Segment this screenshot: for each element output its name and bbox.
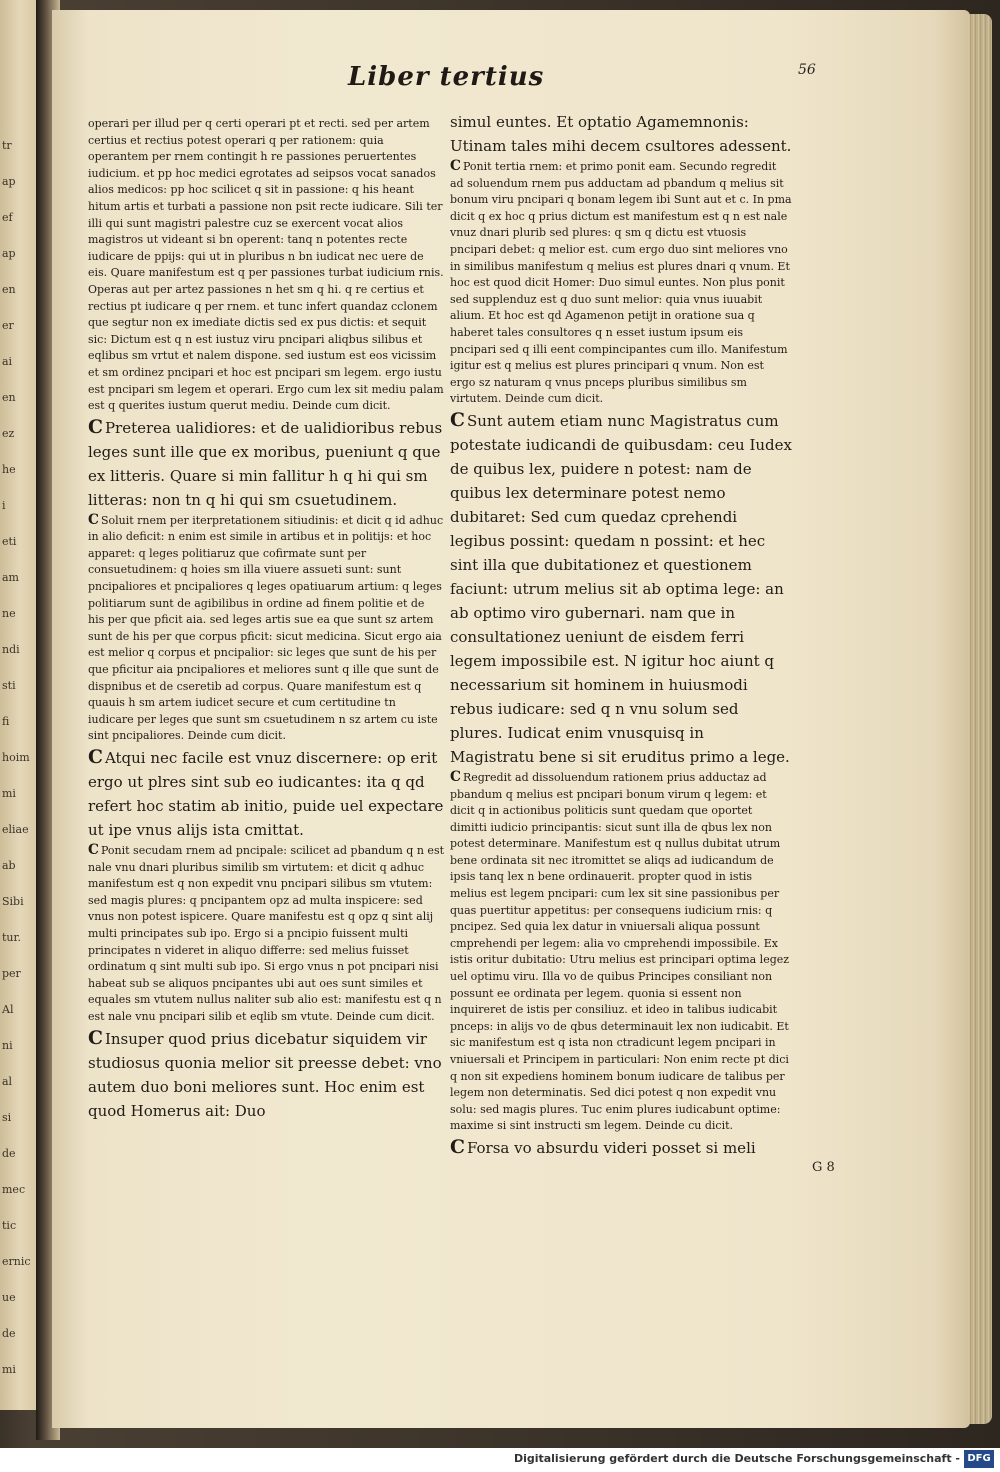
paragraph — [450, 1135, 792, 1160]
paragraph — [450, 769, 792, 1135]
paragraph-mark: C — [450, 408, 465, 431]
paragraph — [88, 512, 444, 745]
paragraph-text: Forsa vo absurdu videri posset si meli — [466, 1138, 756, 1157]
facing-page-fragment: tr — [2, 139, 12, 152]
facing-page-fragment: tic — [2, 1219, 17, 1232]
facing-page-fragment: eliae — [2, 823, 29, 836]
paragraph — [450, 408, 792, 769]
facing-page-fragment: mi — [2, 787, 16, 800]
facing-page-fragment: ni — [2, 1039, 13, 1052]
facing-page-fragment: de — [2, 1147, 16, 1160]
facing-page-fragment: hoim — [2, 751, 30, 764]
paragraph-text: Sunt autem etiam nunc Magistratus cum potestate iudicandi de quibusdam: ceu Iudex de quibus lex, puidere n potest: nam de quibus lex determinare potest nemo dubitaret: Sed cum quedaz cprehendi legibus possint: quedam n possint: et hec sint illa que dubitationez et questionem faciunt: utrum melius sit ab optima lege: an ab optimo viro gubernari. nam que in consultationez ueniunt de eisdem ferri legem impossibile est. N igitur hoc aiunt q necessarium sit hominem in huiusmodi rebus iudicare: sed q n vnu solum sed plures. Iudicat enim vnusquisq in Magistratu bene si sit eruditus primo a lege. — [450, 411, 792, 766]
facing-page-fragment: er — [2, 319, 14, 332]
facing-page-fragment: ef — [2, 211, 13, 224]
signature-mark: G 8 — [812, 1160, 835, 1175]
funding-notice: Digitalisierung gefördert durch die Deutsche Forschungsgemeinschaft - — [513, 1452, 960, 1465]
paragraph-mark: C — [450, 158, 461, 174]
facing-page-fragment: ernic — [2, 1255, 31, 1268]
paragraph — [450, 110, 792, 158]
facing-page-fragment: si — [2, 1111, 12, 1124]
paragraph-text: Preterea ualidiores: et de ualidioribus rebus leges sunt ille que ex moribus, pueniunt q que ex litteris. Quare si min fallitur h q hi qui sm litteras: non tn q hi qui sm csuetudinem. — [88, 418, 443, 509]
facing-page-fragment: ai — [2, 355, 13, 368]
facing-page-fragment: en — [2, 391, 16, 404]
facing-page-fragment: he — [2, 463, 16, 476]
paragraph-mark: C — [88, 746, 103, 768]
facing-page-fragment: ap — [2, 175, 16, 188]
paragraph-text: Atqui nec facile est vnuz discernere: op erit ergo ut plres sint sub eo iudicantes: ita q qd refert hoc statim ab initio, puide uel expectare ut ipe vnus alijs ista cmittat. — [88, 749, 444, 839]
dfg-logo-icon: DFG — [964, 1450, 994, 1468]
paragraph — [88, 842, 444, 1026]
paragraph-text: Regredit ad dissoluendum rationem prius adductaz ad pbandum q melius est pncipari bonum virum q legem: et dicit q in actionibus politicis sunt quedam que oportet dimitti iudicio principantis: sicut sunt illa de qbus lex non potest determinare. Manifestum est q nullus dubitat utrum bene ordinata sit nec itromittet se aliqs ad iudicandum de ipsis tanq lex n bene ordinauerit. propter quod in istis melius est legem pncipari: cum lex sit sine passionibus per quas puertitur appetitus: per consequens iudicium rnis: q pncipez. Sed quia lex datur in vniuersali aliqua possunt cmprehendi per legem: alia vo cmprehendi impossibile. Ex istis oritur dubitatio: Utru melius est principari optima legez uel optimu viru. Illa vo de quibus Principes consiliant non possunt ee ordinata per legem. quonia si essent non inquireret de istis per consiliuz. et ideo in talibus iudicabit pnceps: in alijs vo de qbus determinauit lex non iudicabit. Et sic manifestum est q ista non ctradicunt legem pncipari in vniuersali et Principem in particulari: Non enim recte pt dici q non sit expediens hominem bonum iudicare de talibus per legem non determinatis. Sed dici potest q non expedit vnu solu: sed magis plures. Tuc enim plures iudicabunt optime: maxime si sint instructi sm legem. Deinde cu dicit. — [450, 770, 790, 1133]
paragraph-text: Ponit tertia rnem: et primo ponit eam. Secundo regredit ad soluendum rnem pus adductam ad pbandum q melius sit bonum viru pncipari q bonam legem ibi Sunt aut et c. In pma dicit q ex hoc q prius dictum est manifestum est q n est nale vnuz dnari plurib sed plures: q sm q dictu est vtuosis pncipari debet: q melior est. cum ergo duo sint meliores vno in similibus manifestum q melius est plures dnari q vnum. Et hoc est quod dicit Homer: Duo simul euntes. Non plus ponit sed supplenduz est q duo sunt melior: quia vnus iuuabit alium. Et hoc est qd Agamenon petijt in oratione sua q haberet tales consultores q n esset iustum ipsum eis pncipari sed q illi eent compincipantes cum illo. Manifestum igitur est q melius est plures principari q vnum. Non est ergo sz naturam q vnus pnceps pluribus similibus sm virtutem. Deinde cum dicit. — [450, 160, 792, 406]
paragraph — [88, 1026, 444, 1123]
paragraph-mark: C — [88, 842, 99, 858]
paragraph-text: simul euntes. Et optatio Agamemnonis: Utinam tales mihi decem csultores adessent. — [450, 113, 792, 155]
facing-page-fragment: mec — [2, 1183, 26, 1196]
facing-page-fragment: ndi — [2, 643, 20, 656]
facing-page-edge — [0, 0, 40, 1410]
facing-page-fragment: i — [2, 499, 6, 512]
facing-page-fragment: tur. — [2, 931, 22, 944]
facing-page-fragment: en — [2, 283, 16, 296]
paragraph — [88, 745, 444, 842]
facing-page-fragment: fi — [2, 715, 10, 728]
facing-page-fragment: ez — [2, 427, 15, 440]
facing-page-fragment: ne — [2, 607, 16, 620]
facing-page-fragment: Al — [2, 1003, 14, 1016]
facing-page-fragment: ab — [2, 859, 16, 872]
facing-page-fragment: per — [2, 967, 21, 980]
facing-page-fragment: eti — [2, 535, 17, 548]
facing-page-fragment: Sibi — [2, 895, 24, 908]
running-header: Liber tertius — [348, 62, 545, 92]
paragraph-text: Ponit secudam rnem ad pncipale: scilicet ad pbandum q n est nale vnu dnari pluribus similib sm virtutem: et dicit q adhuc manifestum est q non expedit vnu pncipari silibus sm vtutem: sed magis plures: q pncipantem opz ad multa inspicere: sed vnus non potest ispicere. Quare manifestu est q opz q sint alij multi principates sub ipo. Ergo si a pncipio fuissent multi principates n videret in aliquo differre: sed melius fuisset ordinatum q sint multi sub ipo. Si ergo vnus n pot pncipari nisi habeat sub se aliquos pncipantes ubi aut oes sunt similes et equales sm vtutem nullus naliter sub alio est: manifestu est q n est nale vnu pncipari silib et eqlib sm vtute. Deinde cum dicit. — [88, 844, 444, 1023]
facing-page-fragment: mi — [2, 1363, 16, 1376]
paragraph-text: Soluit rnem per iterpretationem sitiudinis: et dicit q id adhuc in alio deficit: n enim est simile in artibus et in politijs: et hoc apparet: q leges politiaruz que cofirmate sunt per consuetudinem: q hoies sm illa viuere assueti sunt: sunt pncipaliores et pncipaliores q leges opatiuarum artium: q leges politiarum sunt de agibilibus in ordine ad finem politie et de his per que pficit aia. sed leges artis sue ea que sunt sz artem sunt de his per que corpus pficit: sicut medicina. Sicut ergo aia est melior q corpus et pncipalior: sic leges que sunt de his per que pficitur aia pncipaliores et meliores sunt q ille que sunt de dispnibus et de cseretib ad corpus. Quare manifestum est q quauis h sm artem iudicet secure et cum certitudine tn iudicare per leges que sunt sm csuetudinem n sz artem cu iste sint pncipaliores. Deinde cum dicit. — [88, 513, 444, 743]
paragraph-mark: C — [450, 1135, 465, 1158]
right-text-column — [450, 110, 792, 1190]
paragraph — [88, 116, 444, 415]
facing-page-fragment: ap — [2, 247, 16, 260]
paragraph-mark: C — [450, 768, 461, 785]
facing-page-fragment: de — [2, 1327, 16, 1340]
folio-number: 56 — [798, 62, 816, 78]
paragraph-mark: C — [88, 1026, 103, 1049]
facing-page-fragment: sti — [2, 679, 16, 692]
paragraph — [450, 158, 792, 408]
paragraph-text: Insuper quod prius dicebatur siquidem vir studiosus quonia melior sit preesse debet: vno autem duo boni meliores sunt. Hoc enim est quod Homerus ait: Duo — [88, 1029, 442, 1120]
left-text-column — [88, 116, 444, 1196]
facing-page-fragment: am — [2, 571, 19, 584]
facing-page-fragment: al — [2, 1075, 13, 1088]
facing-page-fragment: ue — [2, 1291, 16, 1304]
paragraph — [88, 415, 444, 512]
paragraph-text: operari per illud per q certi operari pt et recti. sed per artem certius et rectius potest operari q per rationem: quia operantem per rnem contingit h re passiones peruertentes iudicium. et pp hoc medici egrotates ad seipsos vocat sanados alios medicos: pp hoc scilicet q sit in passione: q his heant hitum artis et turbati a passione non psit recte iudicare. Sili ter illi qui sunt magistri palestre cuz se exercent vocat alios magistros ut videant si bn operent: tanq n potentes recte iudicare de ppijs: qui ut in pluribus n bn iudicat nec uere de eis. Quare manifestum est q per passiones turbat iudicium rnis. Operas aut per artez passiones n het sm q hi. q re certius et rectius pt iudicare q per rnem. et tunc infert quandaz cclonem que segtur non ex imediate dictis sed ex pus dictis: et sequit sic: Dictum est q n est iustuz viru pncipari aliqbus silibus et eqlibus sm vrtut et nalem dispone. sed iustum est eos vicissim et sm ordinez pncipari et hoc est pncipari sm legem. ergo iustu est pncipari sm legem et operari. Ergo cum lex sit mediu palam est q querites iustum querut mediu. Deinde cum dicit. — [88, 117, 444, 413]
paragraph-mark: C — [88, 511, 99, 528]
paragraph-mark: C — [88, 415, 103, 438]
